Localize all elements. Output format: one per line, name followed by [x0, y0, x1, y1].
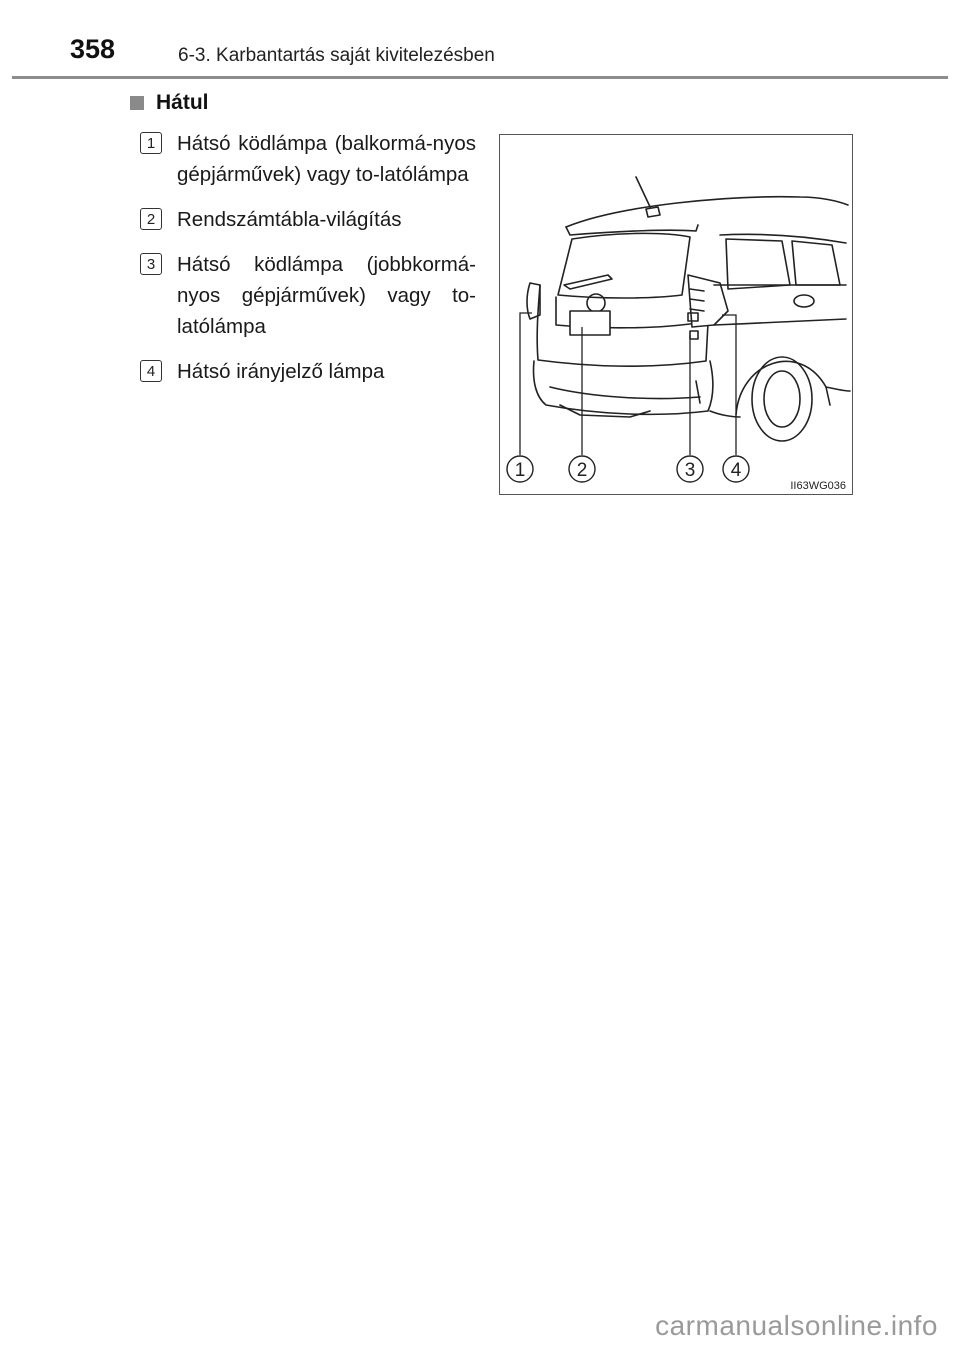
page-number: 358 [70, 34, 116, 64]
item-text: Hátsó ködlámpa (jobbkormá-nyos gépjárművek) vagy to-latólámpa [177, 253, 476, 338]
section-title: Hátul [156, 91, 209, 114]
list-item [140, 204, 476, 235]
list-item [140, 356, 476, 387]
section-heading [130, 91, 209, 115]
callout-label-4: 4 [730, 460, 742, 481]
list-item [140, 249, 476, 342]
watermark: carmanualsonline.info [655, 1310, 938, 1341]
rear-bumper [534, 361, 713, 414]
square-bullet-icon [130, 96, 144, 110]
car-rear-drawing [500, 135, 854, 496]
list-item [140, 128, 476, 190]
rear-wheel [752, 357, 812, 441]
item-text: Hátsó ködlámpa (balkormá-nyos gépjárművek) vagy to-latólámpa [177, 132, 476, 186]
roof-line [566, 197, 848, 227]
callout-label-2: 2 [576, 460, 588, 481]
callout-label-3: 3 [684, 460, 696, 481]
callout-leader-4 [722, 315, 736, 455]
license-plate-area [570, 311, 610, 335]
figure-code: II63WG036 [790, 480, 846, 492]
item-text: Hátsó irányjelző lámpa [177, 360, 385, 383]
item-list [140, 128, 476, 401]
header-divider [12, 76, 948, 79]
item-number: 2 [140, 208, 162, 230]
side-window [726, 239, 790, 289]
chapter-title: 6-3. Karbantartás saját kivitelezésben [178, 45, 495, 66]
callout-leader-1 [520, 313, 532, 455]
item-number: 3 [140, 253, 162, 275]
rear-window [558, 233, 690, 298]
callout-label-1: 1 [514, 460, 526, 481]
item-number: 4 [140, 360, 162, 382]
car-rear-illustration [499, 134, 853, 495]
item-number: 1 [140, 132, 162, 154]
item-text: Rendszámtábla-világítás [177, 208, 402, 231]
